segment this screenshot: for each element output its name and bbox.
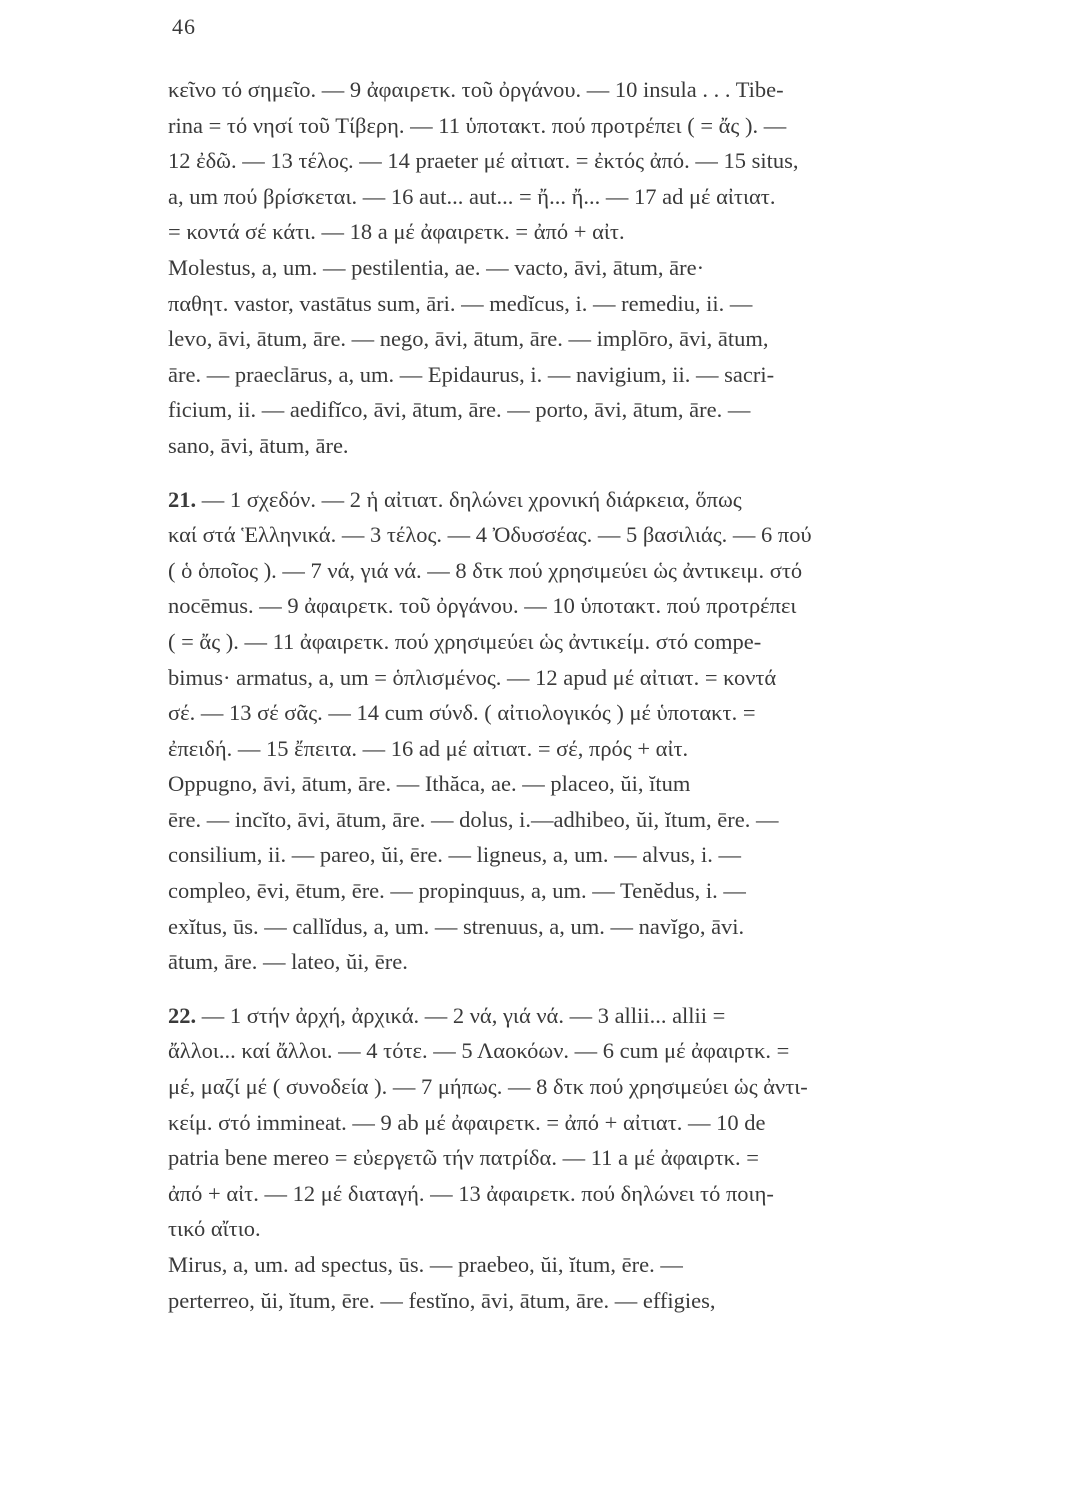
section-heading-line: [168, 998, 1018, 1034]
line-text: Mirus, a, um. ad spectus, ūs. — praebeo, ŭi, ĭtum, ēre. —: [168, 1252, 683, 1277]
text-line: [168, 802, 1018, 838]
text-line: [168, 357, 1018, 393]
line-text: ἄλλοι... καί ἄλλοι. — 4 τότε. — 5 Λαοκόων. — 6 cum μέ ἀφαιρτκ. =: [168, 1038, 790, 1064]
text-line: [168, 1140, 1018, 1176]
line-text: ( ὁ ὁποῖος ). — 7 νά, γιά νά. — 8 δτκ πού χρησιμεύει ὡς ἀντικειμ. στό: [168, 557, 803, 583]
line-text: μέ, μαζί μέ ( συνοδεία ). — 7 μήπως. — 8 δτκ πού χρησιμεύει ὡς ἀντι-: [168, 1074, 808, 1100]
text-line: [168, 588, 1018, 624]
text-line: [168, 286, 1018, 322]
line-text: ficium, ii. — aedifĭco, āvi, ātum, āre. — porto, āvi, ātum, āre. —: [168, 397, 751, 423]
section-heading-line: [168, 482, 1018, 518]
line-text: = κοντά σέ κάτι. — 18 a μέ ἀφαιρετκ. = ἀπό + αἰτ.: [168, 219, 625, 245]
line-text: κεῖνο τό σημεῖο. — 9 ἀφαιρετκ. τοῦ ὀργάνου. — 10 insula . . . Tibe-: [168, 77, 784, 102]
line-text: Oppugno, āvi, ātum, āre. — Ithăca, ae. — placeo, ŭi, ĭtum: [168, 771, 691, 797]
text-line: [168, 909, 1018, 945]
line-text: rina = τό νησί τοῦ Τίβερη. — 11 ὑποτακτ. πού προτρέπει ( = ἄς ). —: [168, 112, 787, 138]
text-line: [168, 250, 1018, 286]
text-line: [168, 72, 1018, 108]
text-body: [168, 72, 1018, 1318]
line-text: nocēmus. — 9 ἀφαιρετκ. τοῦ ὀργάνου. — 10 ὑποτακτ. πού προτρέπει: [168, 593, 797, 619]
text-line: [168, 1105, 1018, 1141]
text-line: [168, 1069, 1018, 1105]
text-line: [168, 1247, 1018, 1283]
line-text: ēre. — incĭto, āvi, ātum, āre. — dolus, i.—adhibeo, ŭi, ĭtum, ēre. —: [168, 806, 779, 832]
line-text: sano, āvi, ātum, āre.: [168, 432, 349, 458]
text-line: [168, 179, 1018, 215]
page-number: 46: [172, 14, 196, 39]
text-line: [168, 766, 1018, 802]
line-text: perterreo, ŭi, ĭtum, ēre. — festĭno, āvi, ātum, āre. — effigies,: [168, 1287, 716, 1313]
section-number: 22.: [168, 1002, 197, 1028]
text-line: [168, 517, 1018, 553]
line-text: compleo, ēvi, ētum, ēre. — propinquus, a, um. — Tenĕdus, i. —: [168, 878, 746, 904]
text-line: [168, 660, 1018, 696]
line-text: consilium, ii. — pareo, ŭi, ēre. — ligneus, a, um. — alvus, i. —: [168, 842, 742, 868]
line-text: κείμ. στό immineat. — 9 ab μέ ἀφαιρετκ. = ἀπό + αἰτιατ. — 10 de: [168, 1109, 766, 1135]
text-line: [168, 624, 1018, 660]
text-line: [168, 553, 1018, 589]
text-line: [168, 944, 1018, 980]
text-line: [168, 214, 1018, 250]
text-line: [168, 392, 1018, 428]
line-text: patria bene mereo = εὐεργετῶ τήν πατρίδα. — 11 a μέ ἀφαιρτκ. =: [168, 1145, 759, 1171]
text-line: [168, 1033, 1018, 1069]
text-line: [168, 731, 1018, 767]
line-text: — 1 στήν ἀρχή, ἀρχικά. — 2 νά, γιά νά. — 3 allii... allii =: [196, 1002, 726, 1028]
line-text: exĭtus, ūs. — callĭdus, a, um. — strenuus, a, um. — navĭgo, āvi.: [168, 913, 745, 939]
line-text: ἐπειδή. — 15 ἔπειτα. — 16 ad μέ αἰτιατ. = σέ, πρός + αἰτ.: [168, 735, 689, 761]
line-text: Molestus, a, um. — pestilentia, ae. — vacto, āvi, ātum, āre·: [168, 254, 705, 280]
line-text: καί στά Ἑλληνικά. — 3 τέλος. — 4 Ὀδυσσέας. — 5 βασιλιάς. — 6 πού: [168, 522, 812, 548]
text-line: [168, 1283, 1018, 1319]
line-text: bimus· armatus, a, um = ὁπλισμένος. — 12 apud μέ αἰτιατ. = κοντά: [168, 664, 777, 690]
text-line: [168, 1176, 1018, 1212]
text-line: [168, 873, 1018, 909]
text-line: [168, 321, 1018, 357]
line-text: ( = ἄς ). — 11 ἀφαιρετκ. πού χρησιμεύει ὡς ἀντικείμ. στό compe-: [168, 628, 762, 654]
line-text: τικό αἴτιο.: [168, 1216, 261, 1242]
text-line: [168, 695, 1018, 731]
line-text: σέ. — 13 σέ σᾶς. — 14 cum σύνδ. ( αἰτιολογικός ) μέ ὑποτακτ. =: [168, 700, 756, 726]
line-text: āre. — praeclārus, a, um. — Epidaurus, i. — navigium, ii. — sacri-: [168, 361, 775, 387]
text-line: [168, 143, 1018, 179]
line-text: 12 ἐδῶ. — 13 τέλος. — 14 praeter μέ αἰτιατ. = ἐκτός ἀπό. — 15 situs,: [168, 148, 799, 174]
text-line: [168, 837, 1018, 873]
line-text: — 1 σχεδόν. — 2 ἡ αἰτιατ. δηλώνει χρονική διάρκεια, ὅπως: [196, 486, 742, 512]
text-line: [168, 428, 1018, 464]
section-number: 21.: [168, 486, 197, 512]
line-text: a, um πού βρίσκεται. — 16 aut... aut... = ἤ... ἤ... — 17 ad μέ αἰτιατ.: [168, 183, 776, 209]
line-text: ātum, āre. — lateo, ŭi, ēre.: [168, 949, 408, 975]
line-text: ἀπό + αἰτ. — 12 μέ διαταγή. — 13 ἀφαιρετκ. πού δηλώνει τό ποιη-: [168, 1180, 774, 1206]
line-text: παθητ. vastor, vastātus sum, āri. — medĭcus, i. — remediu, ii. —: [168, 290, 753, 316]
text-line: [168, 108, 1018, 144]
line-text: levo, āvi, ātum, āre. — nego, āvi, ātum, āre. — implōro, āvi, ātum,: [168, 326, 769, 352]
text-line: [168, 1211, 1018, 1247]
